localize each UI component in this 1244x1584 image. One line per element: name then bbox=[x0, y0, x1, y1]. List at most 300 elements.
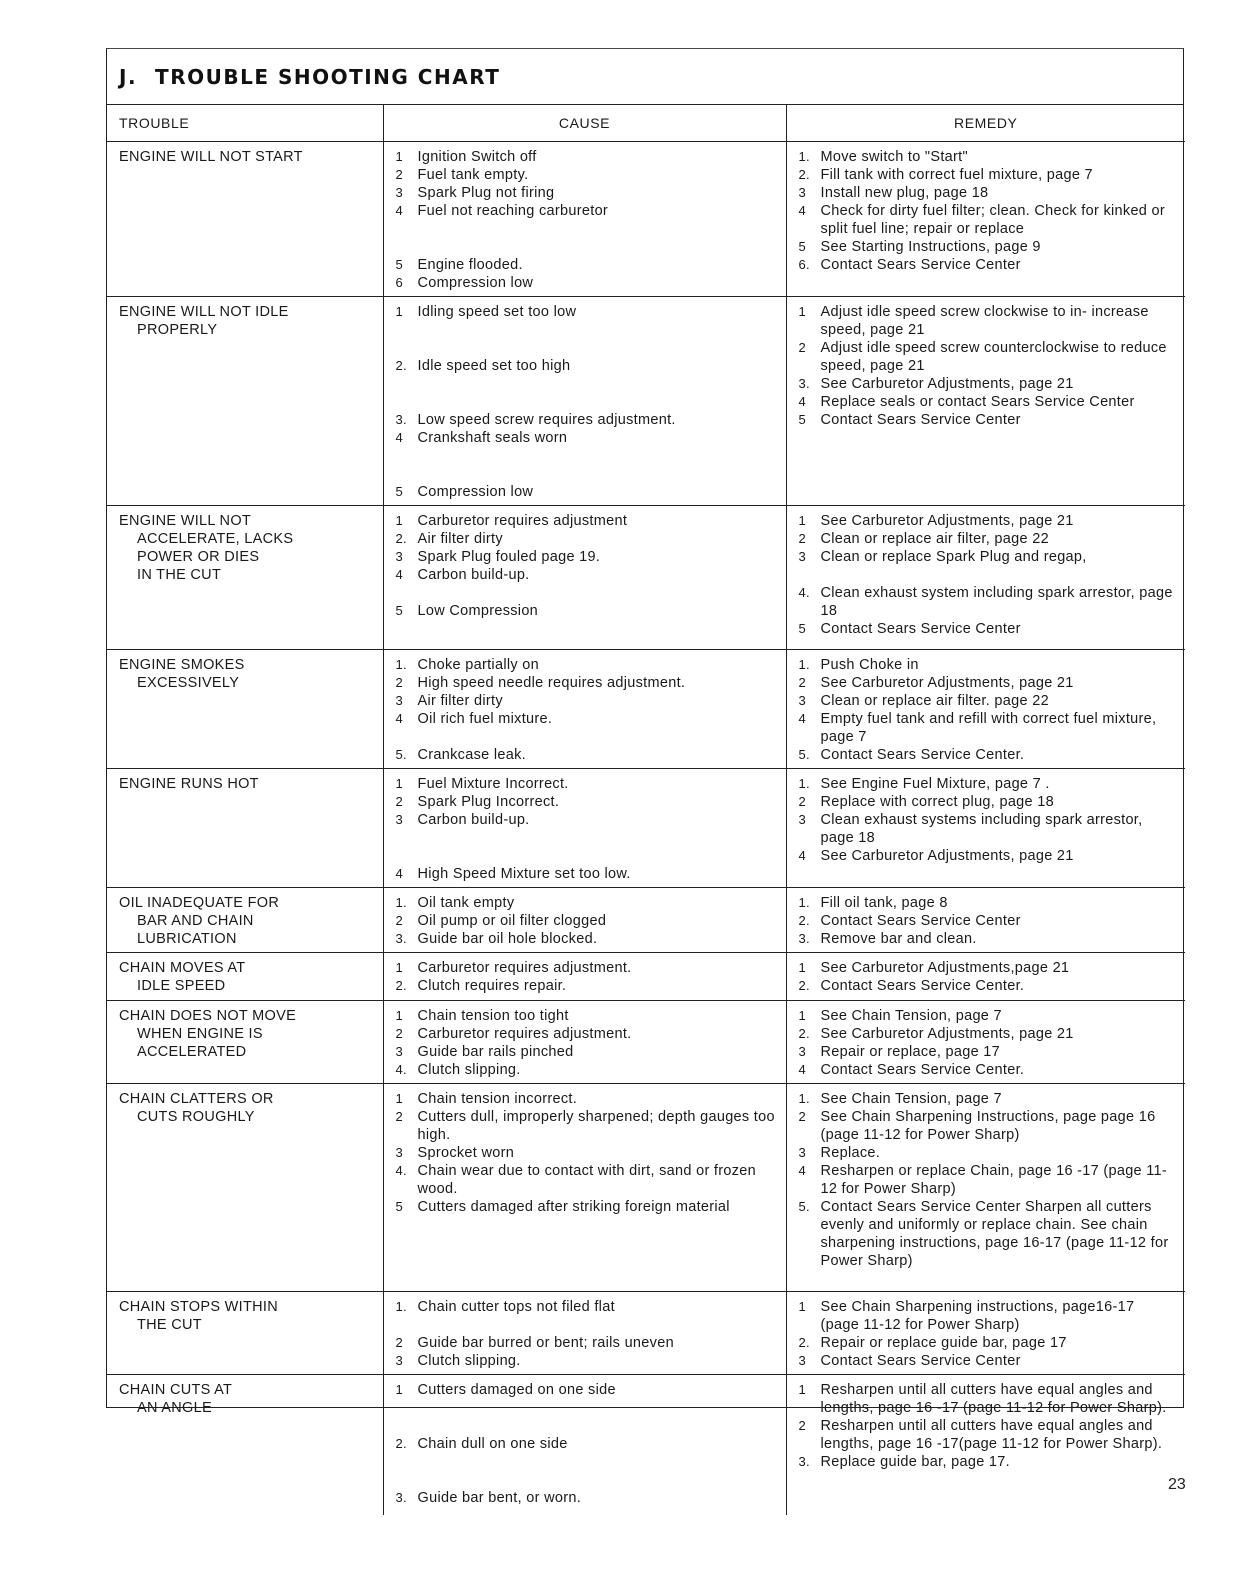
remedy-item bbox=[799, 1381, 1178, 1417]
item-text: Repair or replace guide bar, page 17 bbox=[820, 1335, 1067, 1351]
trouble-cell bbox=[107, 142, 383, 297]
remedy-cell bbox=[786, 953, 1185, 1001]
table-row bbox=[107, 142, 1185, 297]
item-text: Carbon build-up. bbox=[417, 567, 530, 583]
cause-item bbox=[396, 184, 778, 202]
item-text: See Chain Sharpening Instructions, page page 16 (page 11-12 for Power Sharp) bbox=[820, 1109, 1156, 1143]
remedy-item bbox=[799, 202, 1178, 238]
table-body bbox=[107, 142, 1185, 1515]
item-number: 5. bbox=[798, 1199, 810, 1214]
item-number: 3. bbox=[798, 931, 810, 946]
trouble-text: ENGINE WILL NOT bbox=[119, 513, 252, 529]
item-text: Guide bar bent, or worn. bbox=[417, 1490, 582, 1506]
cause-item bbox=[396, 710, 778, 728]
item-number: 4 bbox=[395, 203, 404, 218]
item-number: 4. bbox=[798, 585, 810, 600]
item-number: 2. bbox=[798, 1335, 810, 1350]
remedy-item bbox=[799, 1162, 1178, 1198]
remedy-item bbox=[799, 811, 1178, 847]
item-number: 5 bbox=[798, 239, 807, 254]
item-number: 1. bbox=[798, 776, 810, 791]
item-text: Replace guide bar, page 17. bbox=[820, 1454, 1010, 1470]
remedy-item bbox=[799, 303, 1178, 339]
trouble-cell bbox=[107, 650, 383, 769]
item-number: 2 bbox=[798, 340, 807, 355]
trouble-text: ACCELERATED bbox=[137, 1044, 247, 1060]
item-number: 6. bbox=[798, 257, 810, 272]
item-text: Remove bar and clean. bbox=[820, 931, 977, 947]
item-text: Spark Plug not firing bbox=[417, 185, 555, 201]
item-text: Clean or replace Spark Plug and regap, bbox=[820, 549, 1087, 565]
item-text: Resharpen or replace Chain, page 16 -17 (page 11-12 for Power Sharp) bbox=[820, 1163, 1168, 1197]
cause-item bbox=[396, 1162, 778, 1198]
trouble-text: ENGINE WILL NOT IDLE bbox=[119, 304, 289, 320]
remedy-cell bbox=[786, 769, 1185, 888]
remedy-cell bbox=[786, 1292, 1185, 1375]
item-text: Choke partially on bbox=[417, 657, 539, 673]
cause-item bbox=[396, 1090, 778, 1108]
item-number: 1 bbox=[798, 513, 807, 528]
item-number: 1 bbox=[798, 960, 807, 975]
cause-item bbox=[396, 1381, 778, 1399]
item-text: Resharpen until all cutters have equal angles and lengths, page 16 -17(page 11-12 for Power Sharp). bbox=[820, 1418, 1163, 1452]
item-number: 4 bbox=[798, 394, 807, 409]
trouble-text: ACCELERATE, LACKS bbox=[137, 531, 294, 547]
item-number: 3 bbox=[798, 1353, 807, 1368]
trouble-cell bbox=[107, 888, 383, 953]
column-header-remedy: REMEDY bbox=[786, 105, 1185, 142]
remedy-item bbox=[799, 512, 1178, 530]
cause-item bbox=[396, 912, 778, 930]
cause-item bbox=[396, 1043, 778, 1061]
item-text: Fuel not reaching carburetor bbox=[417, 203, 609, 219]
item-text: Cutters damaged after striking foreign material bbox=[417, 1199, 730, 1215]
item-text: Clutch requires repair. bbox=[417, 978, 567, 994]
remedy-item bbox=[799, 656, 1178, 674]
trouble-cell bbox=[107, 1375, 383, 1515]
item-number: 3 bbox=[395, 693, 404, 708]
remedy-item bbox=[799, 692, 1178, 710]
item-number: 3 bbox=[798, 1145, 807, 1160]
item-text: See Carburetor Adjustments,page 21 bbox=[820, 960, 1070, 976]
item-number: 4 bbox=[798, 848, 807, 863]
chart-title: TROUBLE SHOOTING CHART bbox=[155, 64, 501, 89]
trouble-shooting-chart bbox=[106, 48, 1184, 1506]
trouble-text: OIL INADEQUATE FOR bbox=[119, 895, 280, 911]
remedy-item bbox=[799, 977, 1178, 995]
item-text: Chain dull on one side bbox=[417, 1436, 568, 1452]
header-row bbox=[107, 105, 1185, 142]
trouble-text: EXCESSIVELY bbox=[137, 675, 240, 691]
remedy-item bbox=[799, 1198, 1178, 1270]
trouble-text: POWER OR DIES bbox=[137, 549, 260, 565]
cause-item bbox=[396, 674, 778, 692]
cause-item bbox=[396, 793, 778, 811]
remedy-cell bbox=[786, 888, 1185, 953]
item-number: 5. bbox=[395, 747, 407, 762]
item-number: 3 bbox=[798, 185, 807, 200]
item-text: Compression low bbox=[417, 484, 534, 500]
item-number: 3. bbox=[798, 1454, 810, 1469]
cause-item bbox=[396, 1334, 778, 1352]
remedy-item bbox=[799, 710, 1178, 746]
cause-cell bbox=[383, 297, 786, 506]
item-text: Guide bar oil hole blocked. bbox=[417, 931, 598, 947]
item-number: 3. bbox=[395, 931, 407, 946]
item-number: 3 bbox=[395, 1353, 404, 1368]
column-header-trouble: TROUBLE bbox=[107, 105, 383, 142]
item-text: Adjust idle speed screw clockwise to in- increase speed, page 21 bbox=[820, 304, 1149, 338]
item-text: See Carburetor Adjustments, page 21 bbox=[820, 513, 1074, 529]
item-text: Spark Plug Incorrect. bbox=[417, 794, 560, 810]
remedy-item bbox=[799, 1298, 1178, 1334]
cause-cell bbox=[383, 506, 786, 650]
item-text: Carbon build-up. bbox=[417, 812, 530, 828]
item-number: 3 bbox=[798, 549, 807, 564]
item-text: Contact Sears Service Center bbox=[820, 913, 1021, 929]
cause-item bbox=[396, 1144, 778, 1162]
trouble-table bbox=[107, 105, 1185, 1515]
table-row bbox=[107, 953, 1185, 1001]
item-text: Check for dirty fuel filter; clean. Check for kinked or split fuel line; repair or replace bbox=[820, 203, 1165, 237]
item-text: Contact Sears Service Center bbox=[820, 621, 1021, 637]
item-text: High Speed Mixture set too low. bbox=[417, 866, 631, 882]
item-text: Chain tension incorrect. bbox=[417, 1091, 578, 1107]
trouble-text: CHAIN CLATTERS OR bbox=[119, 1091, 274, 1107]
remedy-item bbox=[799, 775, 1178, 793]
item-text: Air filter dirty bbox=[417, 531, 503, 547]
item-number: 1. bbox=[798, 149, 810, 164]
table-row bbox=[107, 1292, 1185, 1375]
item-number: 3 bbox=[395, 1044, 404, 1059]
item-text: See Carburetor Adjustments, page 21 bbox=[820, 1026, 1074, 1042]
remedy-item bbox=[799, 166, 1178, 184]
chart-heading bbox=[107, 49, 1183, 105]
item-text: Guide bar burred or bent; rails uneven bbox=[417, 1335, 674, 1351]
item-number: 2. bbox=[395, 1436, 407, 1451]
item-number: 1 bbox=[395, 1382, 404, 1397]
item-text: Fill tank with correct fuel mixture, page 7 bbox=[820, 167, 1093, 183]
remedy-item bbox=[799, 393, 1178, 411]
remedy-item bbox=[799, 1417, 1178, 1453]
remedy-item bbox=[799, 411, 1178, 429]
column-header-cause: CAUSE bbox=[383, 105, 786, 142]
section-letter: J. bbox=[119, 64, 138, 89]
cause-item bbox=[396, 202, 778, 220]
item-number: 1. bbox=[395, 895, 407, 910]
item-text: Empty fuel tank and refill with correct fuel mixture, page 7 bbox=[820, 711, 1157, 745]
cause-item bbox=[396, 1007, 778, 1025]
cause-item bbox=[396, 256, 778, 274]
cause-item bbox=[396, 166, 778, 184]
item-number: 3. bbox=[798, 376, 810, 391]
item-number: 5 bbox=[395, 1199, 404, 1214]
remedy-item bbox=[799, 930, 1178, 948]
trouble-cell bbox=[107, 1292, 383, 1375]
remedy-item bbox=[799, 793, 1178, 811]
page-number: 23 bbox=[1168, 1476, 1186, 1493]
cause-item bbox=[396, 1352, 778, 1370]
table-row bbox=[107, 1084, 1185, 1292]
item-text: Clutch slipping. bbox=[417, 1062, 521, 1078]
item-number: 1. bbox=[798, 657, 810, 672]
item-text: Cutters dull, improperly sharpened; depth gauges too high. bbox=[417, 1109, 775, 1143]
remedy-item bbox=[799, 184, 1178, 202]
item-text: See Starting Instructions, page 9 bbox=[820, 239, 1041, 255]
item-text: Clean exhaust systems including spark arrestor, page 18 bbox=[820, 812, 1143, 846]
remedy-item bbox=[799, 1025, 1178, 1043]
trouble-text: CHAIN DOES NOT MOVE bbox=[119, 1008, 297, 1024]
remedy-item bbox=[799, 959, 1178, 977]
item-text: Contact Sears Service Center. bbox=[820, 747, 1025, 763]
item-number: 2. bbox=[798, 913, 810, 928]
item-number: 2. bbox=[395, 358, 407, 373]
item-number: 5 bbox=[395, 484, 404, 499]
table-row bbox=[107, 1375, 1185, 1515]
cause-item bbox=[396, 429, 778, 447]
item-text: Contact Sears Service Center bbox=[820, 257, 1021, 273]
item-number: 4 bbox=[395, 866, 404, 881]
item-number: 4. bbox=[395, 1163, 407, 1178]
item-text: Replace. bbox=[820, 1145, 881, 1161]
remedy-item bbox=[799, 746, 1178, 764]
cause-cell bbox=[383, 1375, 786, 1515]
remedy-cell bbox=[786, 650, 1185, 769]
item-text: See Carburetor Adjustments, page 21 bbox=[820, 848, 1074, 864]
cause-item bbox=[396, 1435, 778, 1453]
remedy-item bbox=[799, 1334, 1178, 1352]
cause-item bbox=[396, 602, 778, 620]
trouble-text: PROPERLY bbox=[137, 322, 218, 338]
cause-cell bbox=[383, 650, 786, 769]
remedy-cell bbox=[786, 297, 1185, 506]
cause-item bbox=[396, 1198, 778, 1216]
remedy-item bbox=[799, 148, 1178, 166]
item-number: 4. bbox=[395, 1062, 407, 1077]
item-text: See Carburetor Adjustments, page 21 bbox=[820, 376, 1074, 392]
cause-item bbox=[396, 512, 778, 530]
trouble-text: THE CUT bbox=[137, 1317, 202, 1333]
item-number: 1 bbox=[395, 1091, 404, 1106]
item-number: 1 bbox=[395, 149, 404, 164]
trouble-cell bbox=[107, 1084, 383, 1292]
item-number: 4 bbox=[395, 430, 404, 445]
item-text: High speed needle requires adjustment. bbox=[417, 675, 686, 691]
trouble-cell bbox=[107, 1001, 383, 1084]
item-number: 2 bbox=[395, 913, 404, 928]
item-text: Clean or replace air filter. page 22 bbox=[820, 693, 1049, 709]
cause-item bbox=[396, 775, 778, 793]
item-text: Compression low bbox=[417, 275, 534, 291]
trouble-text: CHAIN MOVES AT bbox=[119, 960, 246, 976]
cause-item bbox=[396, 692, 778, 710]
remedy-item bbox=[799, 1090, 1178, 1108]
remedy-item bbox=[799, 1352, 1178, 1370]
item-number: 1 bbox=[395, 304, 404, 319]
table-row bbox=[107, 650, 1185, 769]
item-number: 5 bbox=[798, 621, 807, 636]
remedy-item bbox=[799, 256, 1178, 274]
item-number: 2 bbox=[395, 1026, 404, 1041]
item-number: 4 bbox=[798, 203, 807, 218]
item-text: Idling speed set too low bbox=[417, 304, 577, 320]
trouble-text: AN ANGLE bbox=[137, 1400, 212, 1416]
remedy-cell bbox=[786, 142, 1185, 297]
item-number: 2 bbox=[798, 675, 807, 690]
remedy-item bbox=[799, 620, 1178, 638]
item-text: Contact Sears Service Center. bbox=[820, 1062, 1025, 1078]
cause-cell bbox=[383, 769, 786, 888]
cause-cell bbox=[383, 888, 786, 953]
trouble-cell bbox=[107, 506, 383, 650]
item-number: 1 bbox=[798, 304, 807, 319]
item-text: Replace with correct plug, page 18 bbox=[820, 794, 1054, 810]
item-text: Low speed screw requires adjustment. bbox=[417, 412, 676, 428]
item-number: 1 bbox=[798, 1382, 807, 1397]
item-number: 1 bbox=[395, 960, 404, 975]
cause-item bbox=[396, 548, 778, 566]
item-text: Spark Plug fouled page 19. bbox=[417, 549, 601, 565]
trouble-text: WHEN ENGINE IS bbox=[137, 1026, 263, 1042]
item-text: See Chain Sharpening instructions, page16-17 (page 11-12 for Power Sharp) bbox=[820, 1299, 1135, 1333]
trouble-text: IN THE CUT bbox=[137, 567, 222, 583]
remedy-item bbox=[799, 1453, 1178, 1471]
item-text: Crankcase leak. bbox=[417, 747, 526, 763]
item-number: 2 bbox=[395, 675, 404, 690]
item-text: Adjust idle speed screw counterclockwise to reduce speed, page 21 bbox=[820, 340, 1167, 374]
item-number: 2. bbox=[798, 1026, 810, 1041]
item-text: Oil pump or oil filter clogged bbox=[417, 913, 607, 929]
item-number: 3 bbox=[798, 812, 807, 827]
trouble-text: IDLE SPEED bbox=[137, 978, 226, 994]
cause-item bbox=[396, 656, 778, 674]
cause-item bbox=[396, 1489, 778, 1507]
item-text: Move switch to "Start" bbox=[820, 149, 968, 165]
cause-cell bbox=[383, 953, 786, 1001]
item-number: 3 bbox=[395, 185, 404, 200]
item-text: Fuel tank empty. bbox=[417, 167, 529, 183]
item-text: Clean or replace air filter, page 22 bbox=[820, 531, 1049, 547]
cause-item bbox=[396, 1061, 778, 1079]
cause-cell bbox=[383, 1292, 786, 1375]
item-text: Fuel Mixture Incorrect. bbox=[417, 776, 569, 792]
cause-item bbox=[396, 977, 778, 995]
cause-item bbox=[396, 148, 778, 166]
cause-item bbox=[396, 530, 778, 548]
remedy-item bbox=[799, 1108, 1178, 1144]
trouble-cell bbox=[107, 953, 383, 1001]
item-text: Chain tension too tight bbox=[417, 1008, 569, 1024]
cause-item bbox=[396, 1025, 778, 1043]
cause-cell bbox=[383, 1084, 786, 1292]
item-text: Carburetor requires adjustment bbox=[417, 513, 628, 529]
item-number: 3 bbox=[395, 812, 404, 827]
item-text: Engine flooded. bbox=[417, 257, 523, 273]
cause-item bbox=[396, 411, 778, 429]
remedy-item bbox=[799, 530, 1178, 548]
item-number: 2. bbox=[395, 531, 407, 546]
item-number: 4 bbox=[395, 711, 404, 726]
item-number: 6 bbox=[395, 275, 404, 290]
item-text: Contact Sears Service Center bbox=[820, 1353, 1021, 1369]
remedy-cell bbox=[786, 506, 1185, 650]
item-number: 5 bbox=[395, 603, 404, 618]
table-row bbox=[107, 506, 1185, 650]
item-text: Contact Sears Service Center Sharpen all cutters evenly and uniformly or replace chain. See chain sharpening instructions, page 16-17 (page 11-12 for Power Sharp) bbox=[820, 1199, 1169, 1269]
remedy-item bbox=[799, 238, 1178, 256]
item-number: 5 bbox=[395, 257, 404, 272]
item-text: Replace seals or contact Sears Service Center bbox=[820, 394, 1135, 410]
item-text: Ignition Switch off bbox=[417, 149, 537, 165]
remedy-item bbox=[799, 584, 1178, 620]
item-text: Crankshaft seals worn bbox=[417, 430, 568, 446]
cause-item bbox=[396, 959, 778, 977]
item-number: 2 bbox=[395, 167, 404, 182]
item-number: 1 bbox=[798, 1008, 807, 1023]
item-number: 5. bbox=[798, 747, 810, 762]
item-number: 1 bbox=[798, 1299, 807, 1314]
remedy-item bbox=[799, 894, 1178, 912]
remedy-item bbox=[799, 1043, 1178, 1061]
cause-item bbox=[396, 274, 778, 292]
item-text: Contact Sears Service Center bbox=[820, 412, 1021, 428]
item-text: Resharpen until all cutters have equal angles and lengths, page 16 -17 (page 11-12 for Power Sharp). bbox=[820, 1382, 1167, 1416]
item-number: 2 bbox=[798, 531, 807, 546]
cause-item bbox=[396, 483, 778, 501]
item-text: Repair or replace, page 17 bbox=[820, 1044, 1000, 1060]
item-number: 2 bbox=[395, 1109, 404, 1124]
item-text: Low Compression bbox=[417, 603, 539, 619]
remedy-item bbox=[799, 1007, 1178, 1025]
item-number: 2 bbox=[798, 794, 807, 809]
item-number: 3 bbox=[395, 1145, 404, 1160]
trouble-cell bbox=[107, 297, 383, 506]
cause-item bbox=[396, 357, 778, 375]
item-text: Air filter dirty bbox=[417, 693, 503, 709]
item-text: Clean exhaust system including spark arrestor, page 18 bbox=[820, 585, 1173, 619]
item-text: Contact Sears Service Center. bbox=[820, 978, 1025, 994]
trouble-text: BAR AND CHAIN bbox=[137, 913, 254, 929]
table-row bbox=[107, 1001, 1185, 1084]
item-number: 4 bbox=[798, 711, 807, 726]
item-number: 1 bbox=[395, 776, 404, 791]
table-row bbox=[107, 297, 1185, 506]
cause-item bbox=[396, 894, 778, 912]
item-number: 2. bbox=[798, 167, 810, 182]
remedy-item bbox=[799, 674, 1178, 692]
trouble-text: CHAIN CUTS AT bbox=[119, 1382, 233, 1398]
item-number: 3. bbox=[395, 412, 407, 427]
item-number: 3 bbox=[798, 693, 807, 708]
cause-item bbox=[396, 746, 778, 764]
item-number: 1 bbox=[395, 513, 404, 528]
item-number: 1. bbox=[395, 657, 407, 672]
remedy-item bbox=[799, 847, 1178, 865]
trouble-text: ENGINE WILL NOT START bbox=[119, 149, 303, 165]
item-number: 4 bbox=[395, 567, 404, 582]
cause-item bbox=[396, 566, 778, 584]
item-text: Fill oil tank, page 8 bbox=[820, 895, 948, 911]
table-row bbox=[107, 769, 1185, 888]
trouble-text: LUBRICATION bbox=[137, 931, 237, 947]
trouble-cell bbox=[107, 769, 383, 888]
remedy-cell bbox=[786, 1375, 1185, 1515]
cause-cell bbox=[383, 1001, 786, 1084]
item-text: Guide bar rails pinched bbox=[417, 1044, 574, 1060]
cause-cell bbox=[383, 142, 786, 297]
trouble-text: ENGINE RUNS HOT bbox=[119, 776, 259, 792]
item-number: 2. bbox=[798, 978, 810, 993]
